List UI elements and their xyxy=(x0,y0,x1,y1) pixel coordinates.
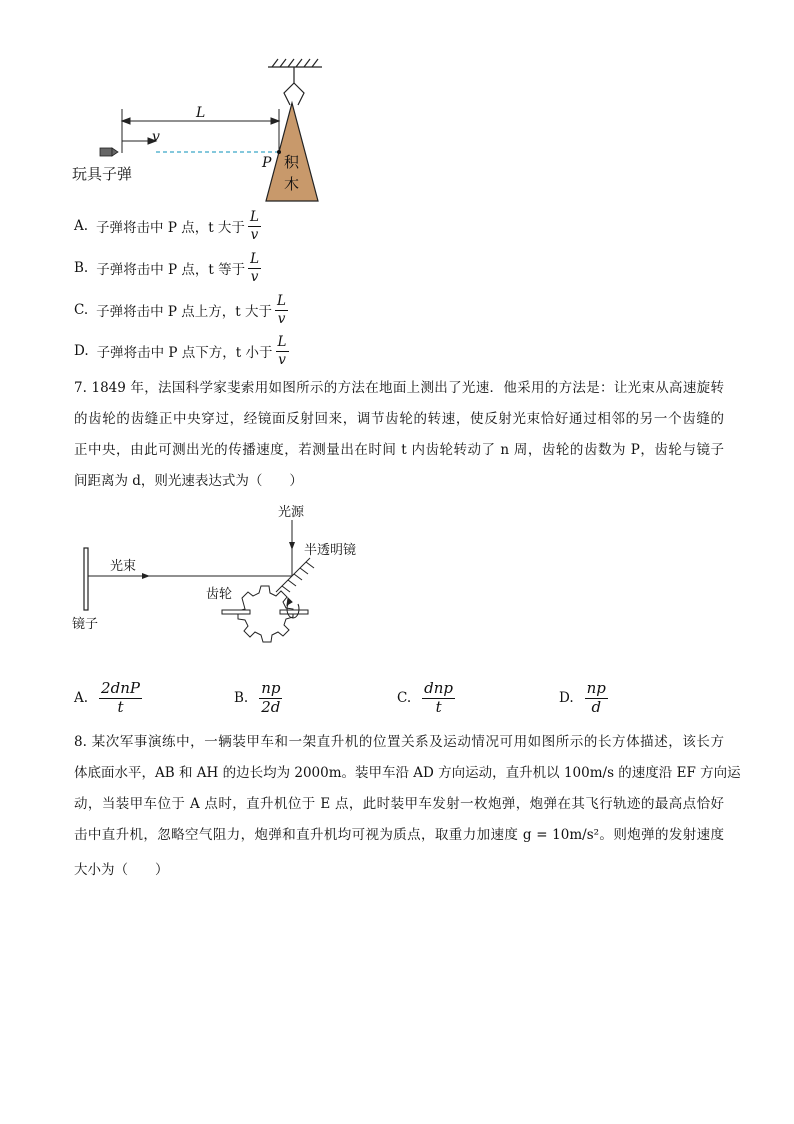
choice-label: D. xyxy=(559,690,574,706)
mirror-label: 镜子 xyxy=(72,617,99,632)
option-fraction: $\frac{L}{v}$ xyxy=(277,334,287,368)
option-label: C. xyxy=(74,302,89,318)
choice-fraction: $\frac{np}{2d}$ xyxy=(261,678,281,716)
option-fraction: $\frac{L}{v}$ xyxy=(249,209,259,243)
mirror xyxy=(84,548,88,610)
option-fraction: $\frac{L}{v}$ xyxy=(250,251,260,285)
choice-label: B. xyxy=(234,690,249,706)
q8-line: 体底面水平，AB 和 AH 的边长均为 2000m。装甲车沿 AD 方向运动，直升机以 100m/s 的速度沿 EF 方向运 xyxy=(74,765,741,781)
q6-option-b xyxy=(74,248,261,288)
bullet-label: 玩具子弹 xyxy=(72,165,133,183)
q8-line: 大小为（ ） xyxy=(74,862,169,878)
option-text: 子弹将击中 P 点，t 大于 xyxy=(96,220,245,236)
option-label: A. xyxy=(74,218,89,234)
q8-stem xyxy=(74,727,741,886)
beam-arrow xyxy=(142,573,150,579)
block-label-1: 积 xyxy=(284,153,300,171)
toy-bullet xyxy=(100,148,118,156)
choice-fraction: $\frac{\text{2dnP}}{t}$ xyxy=(101,678,140,716)
gear-label: 齿轮 xyxy=(206,587,233,602)
q8-line: 击中直升机，忽略空气阻力，炮弹和直升机均可视为质点，取重力加速度 g = 10m/s²。则炮弹的发射速度 xyxy=(74,827,724,843)
option-label: B. xyxy=(74,260,89,276)
q6-option-c xyxy=(74,290,288,330)
beam-label: 光束 xyxy=(110,559,137,574)
light-source-label: 光源 xyxy=(278,505,305,520)
q7-line: 的齿轮的齿缝正中央穿过，经镜面反射回来，调节齿轮的转速，使反射光束恰好通过相邻的另一个齿缝的 xyxy=(74,411,724,427)
q7-line: 间距离为 d，则光速表达式为（ ） xyxy=(74,473,303,489)
choice-fraction: $\frac{np}{d}$ xyxy=(586,678,606,716)
block-label-2: 木 xyxy=(284,175,300,193)
speed-label: v xyxy=(152,129,160,145)
choice-fraction: $\frac{\text{dnp}}{t}$ xyxy=(424,678,454,716)
q7-line: 7. 1849 年，法国科学家斐索用如图所示的方法在地面上测出了光速．他采用的方法是：让光束从高速旋转 xyxy=(74,380,724,396)
option-text: 子弹将击中 P 点上方，t 大于 xyxy=(96,304,273,320)
q8-line: 动，当装甲车位于 A 点时，直升机位于 E 点，此时装甲车发射一枚炮弹，炮弹在其飞行轨迹的最高点恰好 xyxy=(74,796,724,812)
half-mirror-label: 半透明镜 xyxy=(304,543,357,558)
q7-line: 正中央，由此可测出光的传播速度，若测量出在时间 t 内齿轮转动了 n 周，齿轮的齿数为 P，齿轮与镜子 xyxy=(74,442,724,458)
q7-choice-d xyxy=(559,676,608,720)
q7-stem xyxy=(74,373,724,497)
choice-label: C. xyxy=(397,690,412,706)
half-mirror xyxy=(276,558,314,592)
option-fraction: $\frac{L}{v}$ xyxy=(277,293,286,327)
q7-choice-b xyxy=(234,676,282,720)
q8-line: 8. 某次军事演练中，一辆装甲车和一架直升机的位置关系及运动情况可用如图所示的长方体描述，该长方 xyxy=(74,734,724,750)
q7-choice-a xyxy=(74,676,142,720)
option-text: 子弹将击中 P 点下方，t 小于 xyxy=(96,345,273,361)
bullet-block-figure xyxy=(60,55,340,205)
choice-label: A. xyxy=(74,690,89,706)
velocity-arrow xyxy=(122,138,156,144)
q6-option-a xyxy=(74,206,261,246)
fizeau-figure xyxy=(66,500,386,662)
point-label: P xyxy=(262,155,272,171)
source-arrow xyxy=(289,542,295,550)
ceiling-support xyxy=(268,59,322,105)
point-p-dot xyxy=(277,150,281,154)
option-text: 子弹将击中 P 点，t 等于 xyxy=(96,262,246,278)
length-label: L xyxy=(196,105,206,121)
option-label: D. xyxy=(74,343,89,359)
q7-choice-c xyxy=(397,676,455,720)
q6-option-d xyxy=(74,331,289,371)
